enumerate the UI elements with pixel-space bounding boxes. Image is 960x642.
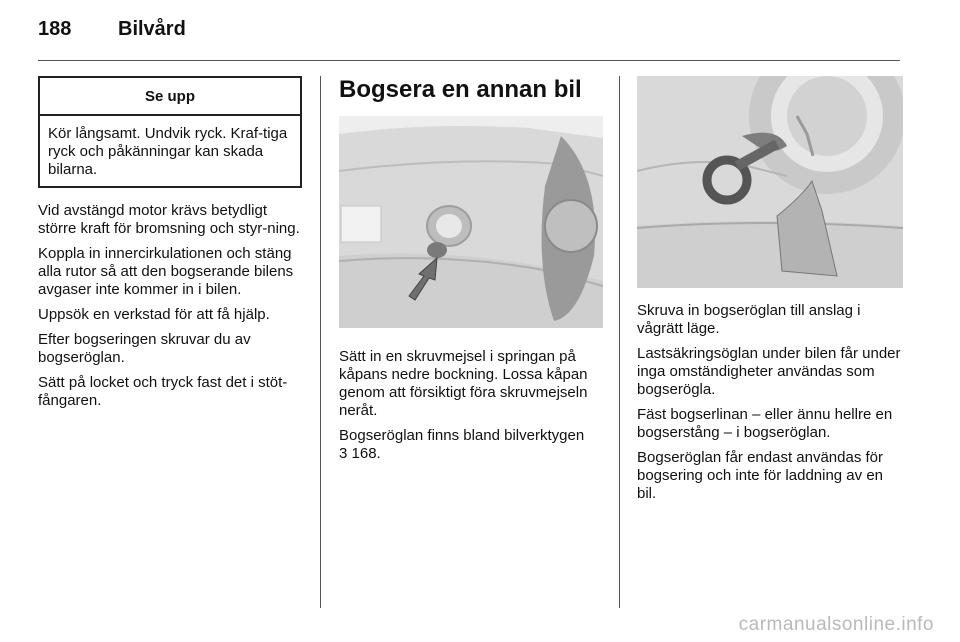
page-reference: 168. bbox=[351, 445, 381, 462]
column-right bbox=[637, 76, 903, 510]
paragraph: Vid avstängd motor krävs betydligt större kraft för bromsning och styr-ning. bbox=[38, 202, 300, 237]
paragraph: Bogseröglan får endast användas för bogsering och inte för laddning av en bil. bbox=[637, 449, 884, 502]
text-block bbox=[38, 202, 302, 410]
paragraph: Sätt på locket och tryck fast det i stöt-fångaren. bbox=[38, 374, 288, 409]
text-block bbox=[637, 302, 903, 503]
paragraph: Koppla in innercirkulationen och stäng alla rutor så att den bogserande bilens avgaser inte kommer in i bilen. bbox=[38, 245, 294, 298]
column-middle bbox=[339, 76, 603, 470]
paragraph: Efter bogseringen skruvar du av bogseröglan. bbox=[38, 331, 251, 366]
paragraph: Fäst bogserlinan – eller ännu hellre en bogserstång – i bogseröglan. bbox=[637, 406, 893, 441]
column-left bbox=[38, 76, 302, 417]
header-divider bbox=[38, 60, 900, 61]
paragraph: Skruva in bogseröglan till anslag i vågrätt läge. bbox=[637, 302, 861, 337]
tow-eye-illustration bbox=[637, 76, 903, 288]
bumper-cover-illustration bbox=[339, 116, 603, 328]
caution-box bbox=[38, 76, 302, 188]
caution-text: Kör långsamt. Undvik ryck. Kraf-tiga ryck och påkänningar kan skada bilarna. bbox=[48, 125, 288, 178]
paragraph-text: Bogseröglan finns bland bilverktygen bbox=[339, 427, 585, 444]
text-block bbox=[339, 348, 603, 463]
subsection-heading: Bogsera en annan bil bbox=[339, 76, 582, 103]
section-title: Bilvård bbox=[118, 18, 186, 40]
paragraph: Uppsök en verkstad för att få hjälp. bbox=[38, 306, 270, 323]
paragraph: Lastsäkringsöglan under bilen får under inga omständigheter användas som bogserögla. bbox=[637, 345, 901, 398]
paragraph bbox=[339, 427, 603, 463]
watermark: carmanualsonline.info bbox=[738, 614, 934, 635]
column-divider bbox=[320, 76, 321, 608]
paragraph: Sätt in en skruvmejsel i springan på kåpans nedre bockning. Lossa kåpan genom att försiktigt föra skruvmejseln neråt. bbox=[339, 348, 588, 419]
column-divider bbox=[619, 76, 620, 608]
caution-title: Se upp bbox=[40, 78, 300, 116]
page-reference-arrow-icon: 3 bbox=[339, 445, 348, 462]
page-number: 188 bbox=[38, 18, 72, 40]
